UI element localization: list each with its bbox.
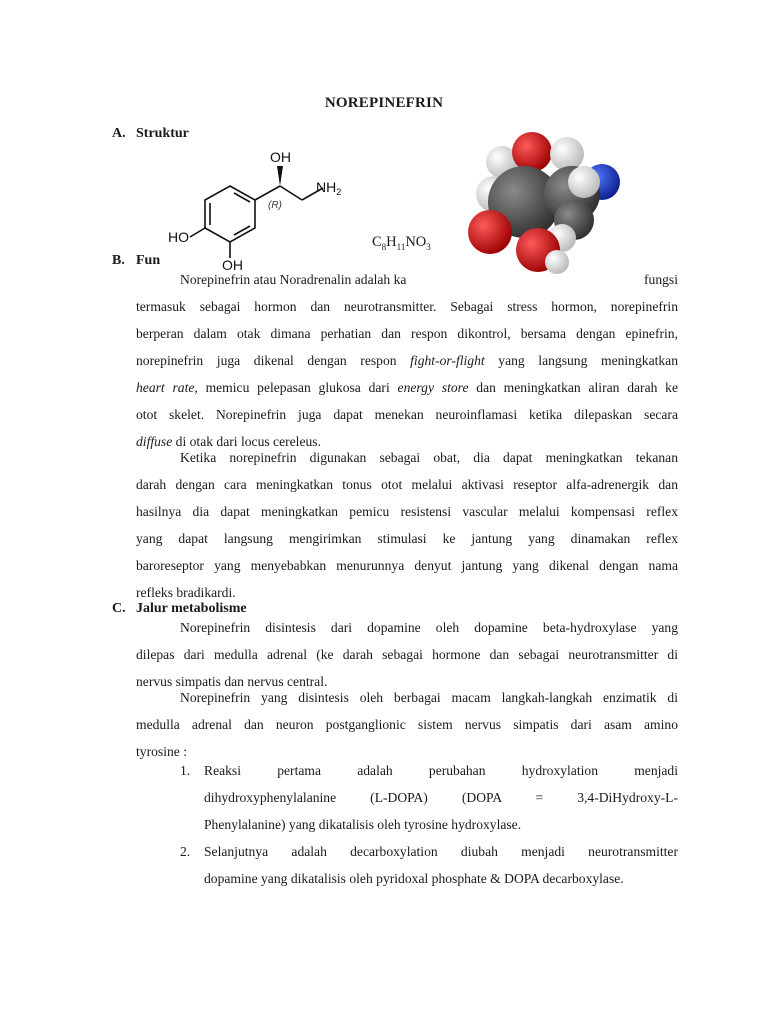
wedge-bond (277, 166, 283, 186)
fungsi-paragraph-2: Ketika norepinefrin digunakan sebagai obat, dia dapat meningkatkan tekanan darah dengan cara meningkatkan tonus otot melalui aktivasi reseptor alfa-adrenergik dan hasilnya dia dapat meningkatkan pemicu resistensi vascular melalui kompensasi reflex yang dapat langsung mengirimkan stimulasi ke jantung yang dinamakan reflex baroreseptor yang menyebabkan menurunnya denyut jantung yang dikenal dengan nama refleks bradikardi. (136, 450, 678, 600)
jalur-paragraph-2: Norepinefrin yang disintesis oleh berbagai macam langkah-langkah enzimatik di medulla adrenal dan neuron postganglionic sistem nervus simpatis dari asam amino tyrosine : (136, 690, 678, 759)
section-c-label: Jalur metabolisme (136, 601, 247, 616)
skeletal-structure-diagram (160, 140, 360, 270)
fungsi-paragraph-1: Norepinefrin atau Noradrenalin adalah ka fungsi termasuk sebagai hormon dan neurotransmitter. Sebagai stress hormon, norepinefrin berperan dalam otak dimana perhatian dan respon dikontrol, bersama dengan epinefrin, norepinefrin juga dikenal dengan respon fight-or-flight yang langsung meningkatkan heart rate, memicu pelepasan glukosa dari energy store dan meningkatkan aliran darah ke otot skelet. Norepinefrin juga dapat menekan neuroinflamasi ketika dilepaskan secara diffuse di otak dari locus cereleus. (136, 272, 679, 449)
ho-left-label: HO (168, 229, 189, 245)
space-filling-model (462, 132, 642, 282)
section-a-number: A. (112, 126, 126, 141)
oh-top-label: OH (270, 149, 291, 165)
list-item: 2. Selanjutnya adalah decarboxylation diubah menjadi neurotransmitter dopamine yang dikatalisis oleh pyridoxal phosphate & DOPA decarboxylase. (180, 844, 678, 886)
list-item: 1. Reaksi pertama adalah perubahan hydroxylation menjadi dihydroxyphenylalanine (L-DOPA) (DOPA = 3,4-DiHydroxy-L- Phenylalanine) yang dikatalisis oleh tyrosine hydroxylase. (180, 763, 678, 832)
section-b-label: Fun (136, 253, 161, 268)
page-title: NOREPINEFRIN (324, 95, 444, 111)
r-config-label: (R) (268, 200, 282, 211)
benzene-ring (205, 186, 255, 242)
nh2-label: $NH_2$ (316, 179, 342, 197)
section-b-number: B. (112, 253, 125, 268)
molecular-formula: $C_8H_{11}NO_3$ (372, 234, 431, 252)
section-c-number: C. (112, 601, 126, 616)
hydrogen-atom (568, 166, 600, 198)
oxygen-atom (512, 132, 552, 172)
section-a-label: Struktur (136, 126, 189, 141)
oxygen-atom (468, 210, 512, 254)
oh-bottom-label: OH (222, 257, 243, 270)
jalur-paragraph-1: Norepinefrin disintesis dari dopamine oleh dopamine beta-hydroxylase yang dilepas dari medulla adrenal (ke darah sebagai hormone dan sebagai neurotransmitter di nervus simpatis dan nervus central. (136, 620, 678, 689)
hydrogen-atom (550, 137, 584, 171)
enzymatic-steps-list (180, 757, 678, 892)
